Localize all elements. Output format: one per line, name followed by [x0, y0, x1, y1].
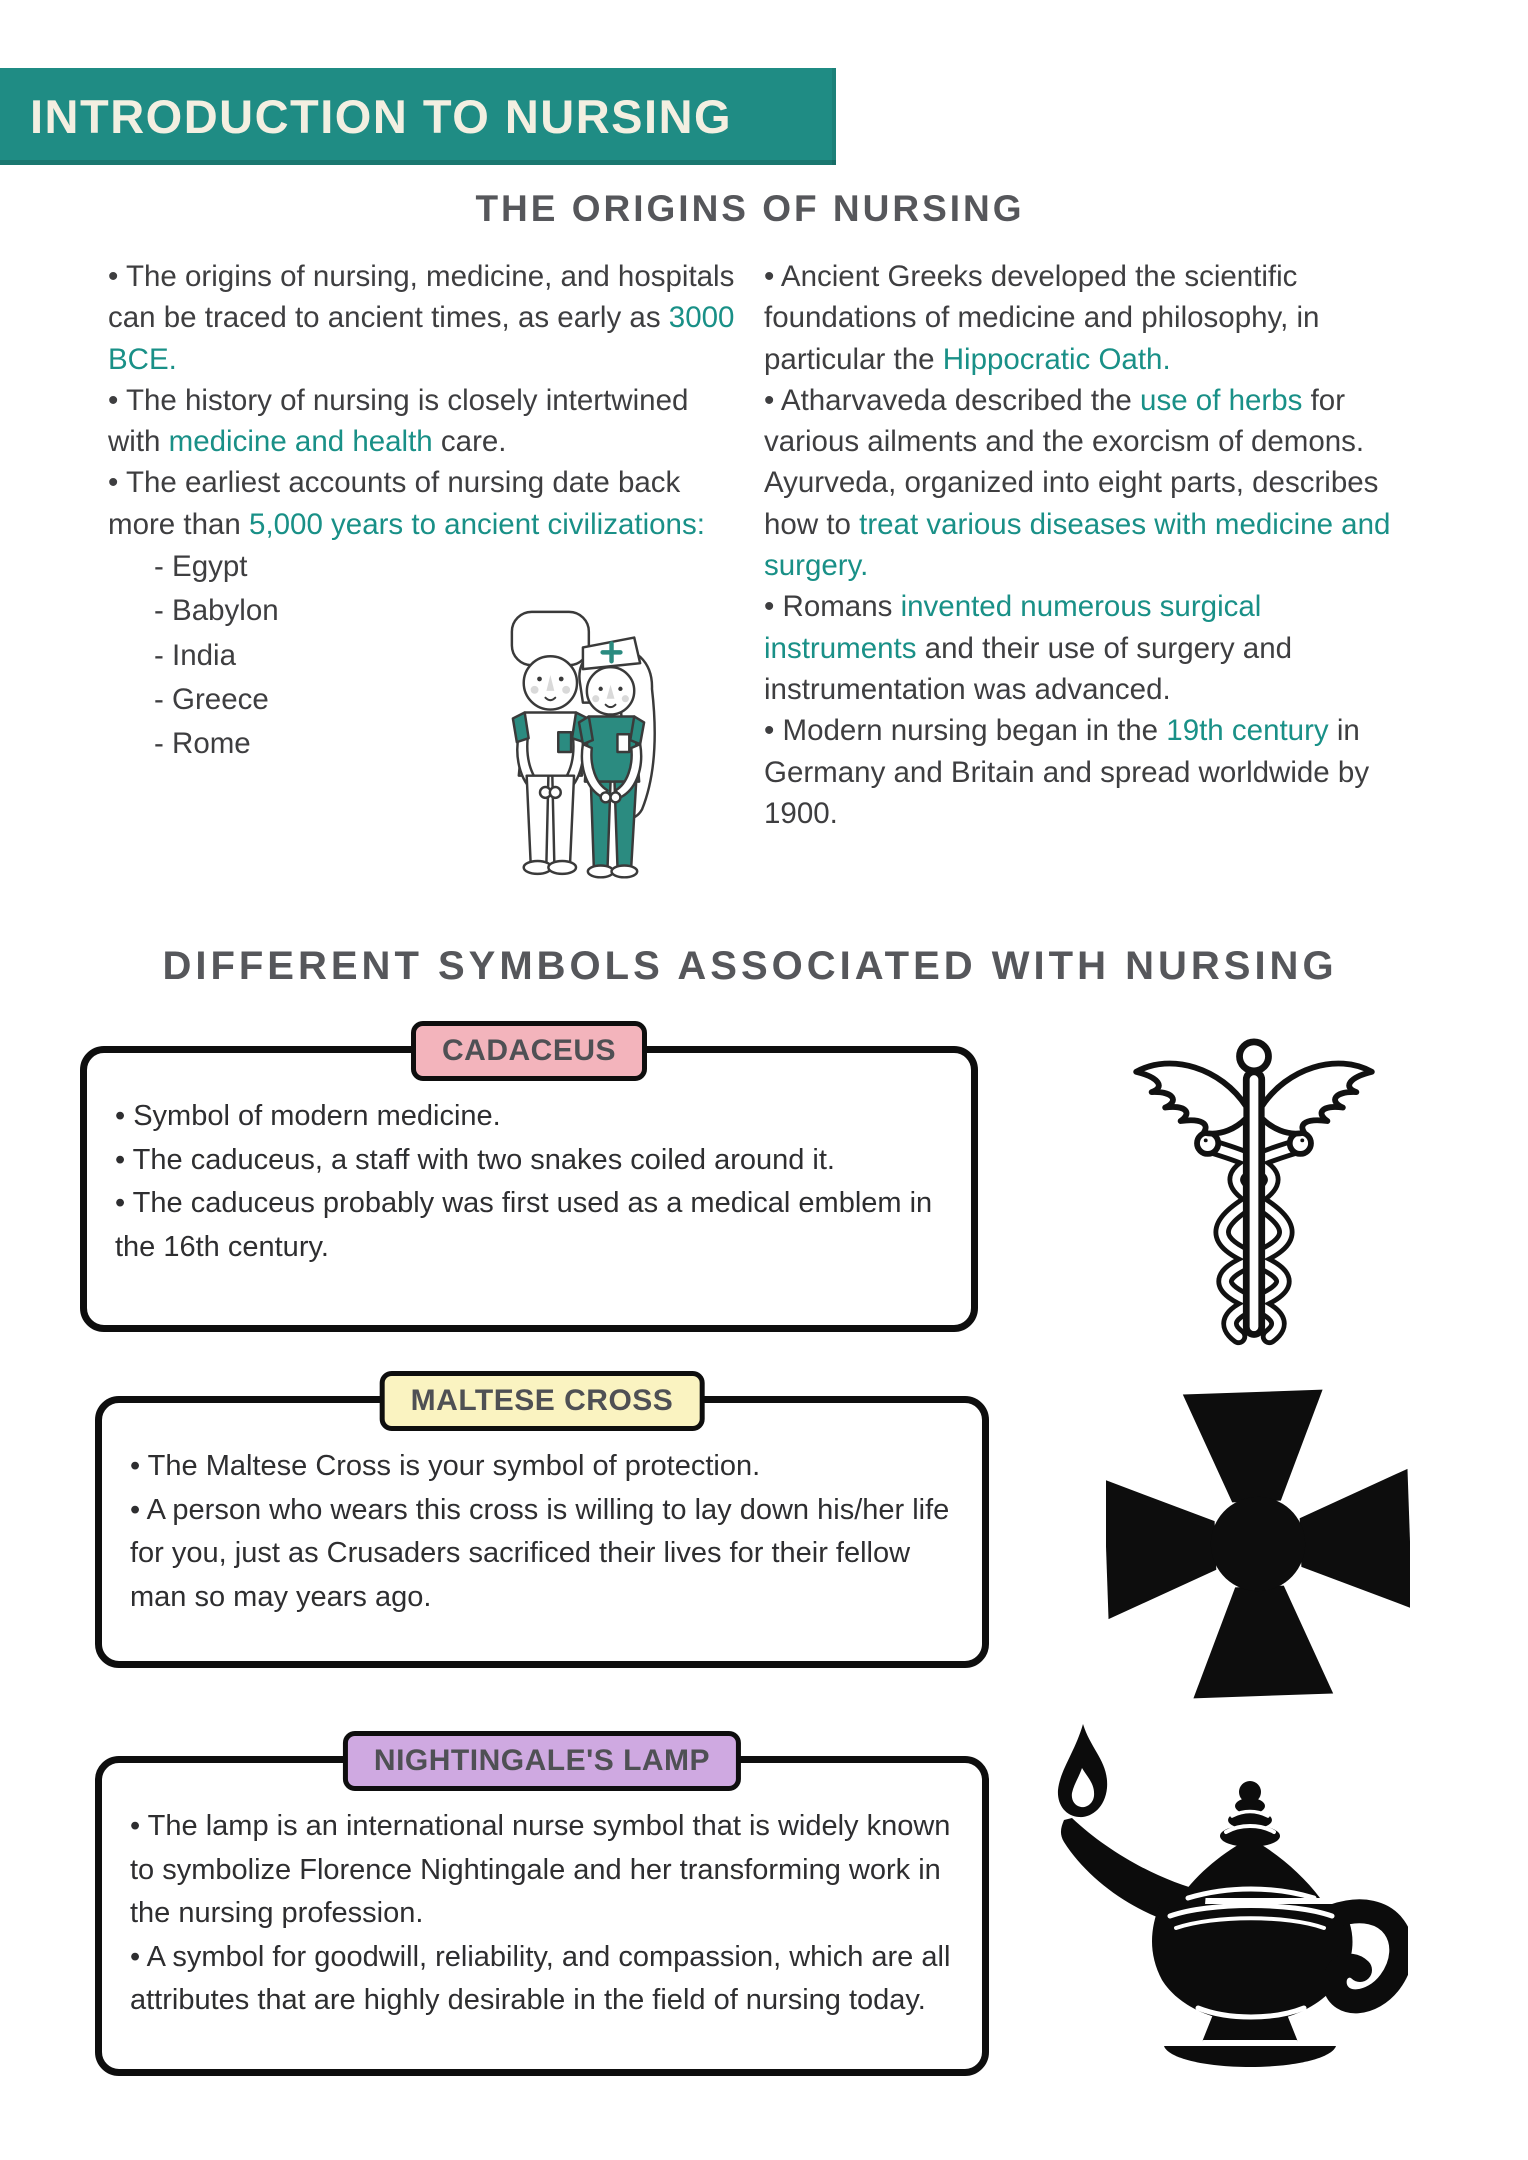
origins-heading: THE ORIGINS OF NURSING	[475, 188, 1025, 229]
text-segment: for various ailments and the exorcism of demons. Ayurveda, organized into eight parts, describes how to	[764, 383, 1379, 541]
text-segment: care.	[432, 425, 507, 459]
highlighted-text: 19th century	[1166, 714, 1329, 748]
paragraph	[764, 586, 1412, 710]
text-segment: • The caduceus probably was first used as a medical emblem in the 16th century.	[115, 1187, 933, 1263]
page-title: INTRODUCTION TO NURSING	[30, 90, 733, 143]
highlighted-text: 3000 BCE.	[108, 301, 735, 376]
highlighted-text: medicine and health	[168, 425, 433, 459]
paragraph	[115, 1095, 945, 1139]
paragraph	[115, 1182, 945, 1269]
maltese-cross-card-label: MALTESE CROSS	[380, 1371, 705, 1431]
highlighted-text: treat various diseases with medicine and surgery.	[764, 507, 1391, 583]
nightingale-lamp-svg	[988, 1706, 1408, 2068]
text-segment: • Ancient Greeks developed the scientific foundations of medicine and philosophy, in particular the	[764, 260, 1320, 376]
nurses-illustration-icon	[476, 604, 678, 900]
paragraph	[764, 380, 1412, 586]
origins-right-paragraphs	[764, 256, 1412, 834]
symbols-heading: DIFFERENT SYMBOLS ASSOCIATED WITH NURSING	[162, 944, 1338, 988]
nightingale-lamp-card	[95, 1744, 989, 2076]
caduceus-icon	[1108, 1010, 1400, 1348]
paragraph	[764, 710, 1412, 834]
text-segment: - India	[154, 638, 236, 672]
text-segment: • The history of nursing is closely intertwined with	[108, 383, 689, 459]
highlighted-text: 5,000 years to ancient civilizations:	[249, 507, 705, 541]
paragraph	[115, 1139, 945, 1183]
highlighted-text: use of herbs	[1140, 383, 1303, 417]
text-segment: • A person who wears this cross is willing to lay down his/her life for you, just as Crusaders sacrificed their lives for their fellow man so may years ago.	[130, 1493, 950, 1613]
text-segment: • The caduceus, a staff with two snakes coiled around it.	[115, 1143, 835, 1176]
origins-right-column	[764, 256, 1412, 834]
maltese-cross-icon	[1106, 1388, 1410, 1700]
maltese-cross-card-body	[102, 1403, 982, 1619]
nightingale-lamp-card-label: NIGHTINGALE'S LAMP	[343, 1731, 741, 1791]
origins-left-paragraphs	[108, 256, 742, 545]
highlighted-text: invented numerous surgical instruments	[764, 590, 1262, 665]
cadaceus-card	[80, 1034, 978, 1332]
paragraph	[764, 256, 1412, 380]
text-segment: - Egypt	[154, 550, 248, 584]
paragraph	[130, 1445, 956, 1489]
maltese-cross-svg	[1106, 1388, 1410, 1700]
text-segment: - Babylon	[154, 594, 279, 628]
paragraph	[108, 462, 742, 545]
text-segment: • Modern nursing began in the	[764, 714, 1167, 748]
cadaceus-card-body	[87, 1053, 971, 1269]
paragraph	[130, 1489, 956, 1620]
text-segment: • The origins of nursing, medicine, and hospitals can be traced to ancient times, as early as	[108, 260, 735, 335]
text-segment: • The Maltese Cross is your symbol of protection.	[130, 1450, 761, 1482]
nightingale-lamp-card-body	[102, 1763, 982, 2023]
text-segment: - Rome	[154, 727, 251, 761]
paragraph	[108, 256, 742, 380]
text-segment: • The lamp is an international nurse symbol that is widely known to symbolize Florence Nightingale and her transforming work in the nursing profession.	[130, 1810, 951, 1929]
highlighted-text: Hippocratic Oath.	[942, 342, 1171, 376]
title-bar	[0, 68, 836, 165]
caduceus-svg	[1108, 1010, 1400, 1348]
paragraph	[108, 380, 742, 463]
text-segment: and their use of surgery and instrumentation was advanced.	[764, 631, 1293, 706]
text-segment: • Atharvaveda described the	[764, 383, 1141, 417]
text-segment: - Greece	[154, 682, 269, 716]
nightingale-lamp-icon	[988, 1706, 1408, 2068]
paragraph	[130, 1805, 956, 1936]
origins-columns	[108, 256, 1412, 834]
text-segment: • A symbol for goodwill, reliability, and compassion, which are all attributes that are highly desirable in the field of nursing today.	[130, 1940, 951, 2016]
cadaceus-card-label: CADACEUS	[411, 1021, 647, 1081]
text-segment: in Germany and Britain and spread worldwide by 1900.	[764, 714, 1370, 830]
text-segment: • Symbol of modern medicine.	[115, 1100, 501, 1132]
nurses-illustration-svg	[476, 604, 678, 900]
text-segment: • The earliest accounts of nursing date back more than	[108, 466, 681, 541]
paragraph	[154, 545, 742, 589]
paragraph	[130, 1936, 956, 2023]
maltese-cross-card	[95, 1384, 989, 1668]
text-segment: • Romans	[764, 590, 901, 624]
